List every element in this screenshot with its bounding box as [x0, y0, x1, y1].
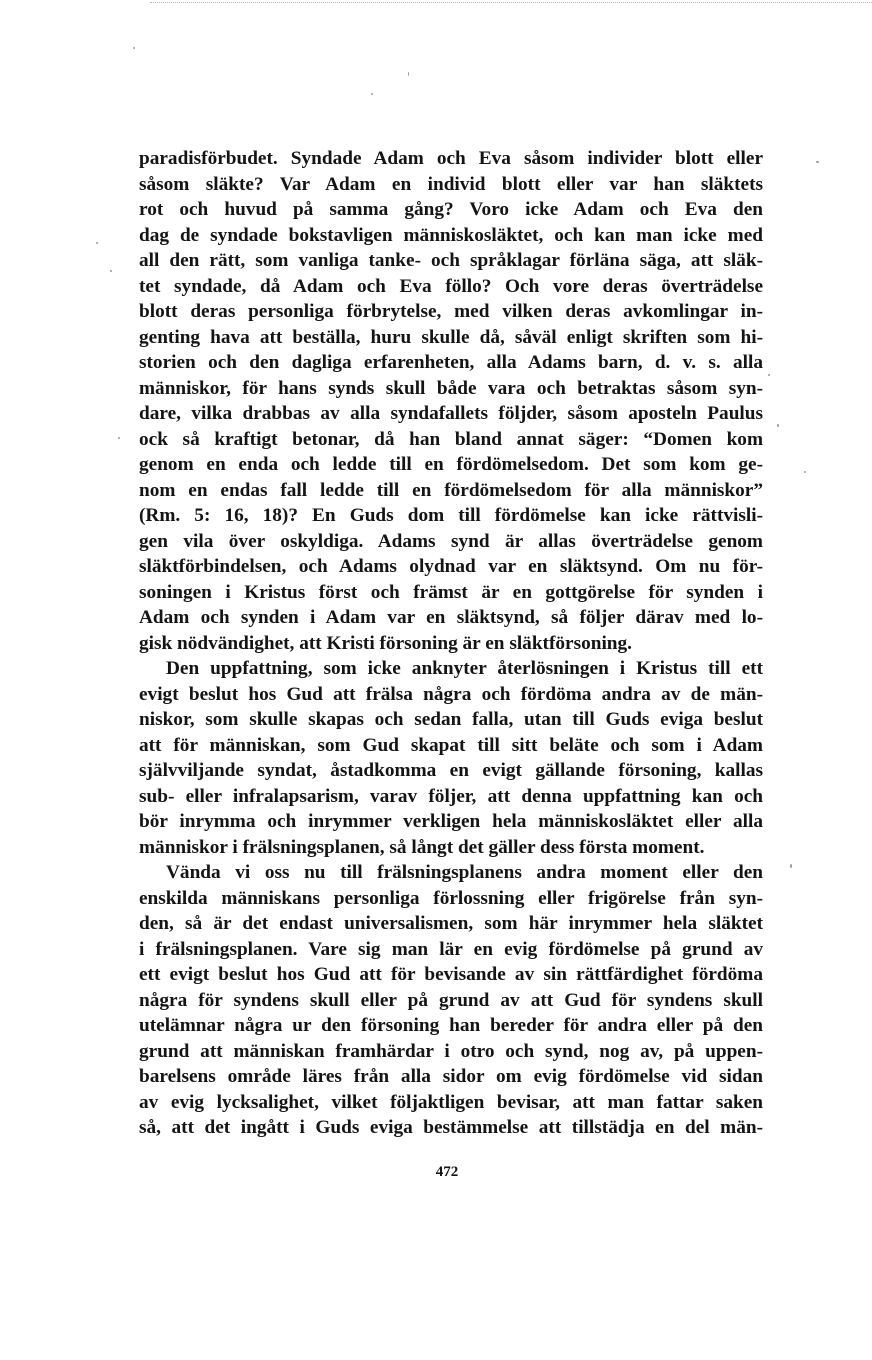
scan-speck: [408, 72, 409, 76]
text-line: niskor, som skulle skapas och sedan falla, utan till Guds eviga beslut: [139, 709, 763, 730]
scan-speck: [371, 93, 373, 95]
text-line: barelsens område läres från alla sidor om evig fördömelse vid sidan: [139, 1066, 763, 1087]
text-line: all den rätt, som vanliga tanke- och språklagar förläna säga, att släk-: [139, 250, 763, 271]
text-line: sub- eller infralapsarism, varav följer, att denna uppfattning kan och: [139, 785, 763, 807]
text-line: människor, för hans synds skull både vara och betraktas såsom syn-: [139, 377, 763, 399]
text-line: storien och den dagliga erfarenheten, alla Adams barn, d. v. s. alla: [139, 352, 763, 373]
text-line: gisk nödvändighet, att Kristi försoning är en släktförsoning.: [139, 632, 632, 654]
text-line: självviljande syndat, åstadkomma en evigt gällande försoning, kallas: [139, 760, 763, 781]
text-line: såsom släkte? Var Adam en individ blott eller var han släktets: [139, 173, 763, 195]
text-line: bör inrymma och inrymmer verkligen hela människosläktet eller alla: [139, 811, 763, 832]
top-edge-rule: [150, 2, 872, 3]
page-body: [139, 146, 763, 1141]
scan-speck: [816, 161, 819, 163]
text-line: ock så kraftigt betonar, då han bland annat säger: “Domen kom: [139, 428, 763, 450]
scan-speck: [133, 47, 135, 49]
scan-speck: [790, 864, 792, 868]
text-line: blott deras personliga förbrytelse, med vilken deras avkomlingar in-: [139, 301, 763, 322]
text-line: evigt beslut hos Gud att frälsa några och fördöma andra av de män-: [139, 683, 763, 705]
text-line: paradisförbudet. Syndade Adam och Eva såsom individer blott eller: [139, 148, 763, 169]
text-line: soningen i Kristus först och främst är en gottgörelse för synden i: [139, 581, 763, 603]
text-line: ett evigt beslut hos Gud att för bevisande av sin rättfärdighet fördöma: [139, 964, 763, 985]
text-line: i frälsningsplanen. Vare sig man lär en evig fördömelse på grund av: [139, 938, 763, 960]
scan-speck: [768, 374, 770, 376]
text-line: nom en endas fall ledde till en fördömelsedom för alla människor”: [139, 479, 763, 501]
text-line: att för människan, som Gud skapat till sitt beläte och som i Adam: [139, 734, 763, 756]
text-line: så, att det ingått i Guds eviga bestämmelse att tillstädja en del män-: [139, 1117, 763, 1138]
text-line: Den uppfattning, som icke anknyter återlösningen i Kristus till ett: [166, 658, 763, 679]
text-line: gen vila över oskyldiga. Adams synd är allas överträdelse genom: [139, 530, 763, 552]
scan-speck: [777, 424, 779, 427]
text-line: några för syndens skull eller på grund av att Gud för syndens skull: [139, 989, 763, 1011]
page-number: 472: [435, 1164, 459, 1180]
text-line: dag de syndade bokstavligen människosläktet, och kan man icke med: [139, 224, 763, 246]
text-line: (Rm. 5: 16, 18)? En Guds dom till fördömelse kan icke rättvisli-: [139, 505, 763, 526]
text-line: grund att människan framhärdar i otro och synd, nog av, på uppen-: [139, 1040, 763, 1062]
text-line: tet syndade, då Adam och Eva föllo? Och vore deras överträdelse: [139, 275, 763, 297]
text-line: rot och huvud på samma gång? Voro icke Adam och Eva den: [139, 199, 763, 220]
text-line: av evig lycksalighet, vilket följaktligen bevisar, att man fattar saken: [139, 1091, 763, 1113]
text-line: den, så är det endast universalismen, som här inrymmer hela släktet: [139, 913, 763, 934]
scan-speck: [110, 270, 112, 272]
text-line: dare, vilka drabbas av alla syndafallets följder, såsom aposteln Paulus: [139, 403, 763, 424]
scan-speck: [118, 437, 120, 439]
text-line: utelämnar några ur den försoning han bereder för andra eller på den: [139, 1015, 763, 1036]
text-line: släktförbindelsen, och Adams olydnad var en släktsynd. Om nu för-: [139, 556, 763, 577]
text-line: Adam och synden i Adam var en släktsynd, så följer därav med lo-: [139, 607, 763, 628]
scan-speck: [804, 471, 806, 473]
scan-speck: [96, 242, 98, 244]
text-line: människor i frälsningsplanen, så långt det gäller dess första moment.: [139, 836, 705, 858]
text-line: genom en enda och ledde till en fördömelsedom. Det som kom ge-: [139, 454, 763, 475]
text-line: enskilda människans personliga förlossning eller frigörelse från syn-: [139, 887, 763, 909]
text-line: genting hava att beställa, huru skulle då, såväl enligt skriften som hi-: [139, 326, 763, 348]
text-line: Vända vi oss nu till frälsningsplanens andra moment eller den: [166, 862, 763, 883]
